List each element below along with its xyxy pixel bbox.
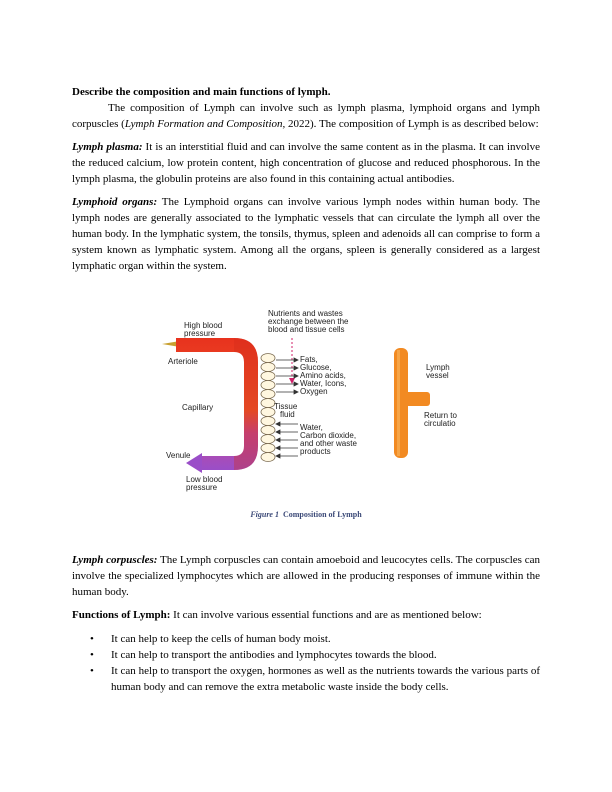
organs-paragraph [72,194,540,274]
intro-paragraph [72,100,540,132]
label-waste-1: Water, [300,423,323,432]
list-item [72,647,540,663]
organs-label: Lymphoid organs: [72,196,158,208]
label-low-bp-2: pressure [186,483,218,492]
functions-paragraph [72,607,540,623]
waste-arrows [276,422,298,458]
label-waste-2: Carbon dioxide, [300,431,357,440]
label-tissue-1: Tissue [274,402,298,411]
plasma-label: Lymph plasma: [72,141,143,153]
label-nutrient-3: Amino acids, [300,371,346,380]
intro-before: The composition of Lymph can involve such as lymph plasma, lymphoid organs and lymph corpuscles ( [72,102,540,130]
capillary-diagram [162,306,462,498]
functions-label: Functions of Lymph: [72,609,171,621]
capillary-vessel-shade [234,338,258,470]
label-lymph-1: Lymph [426,363,450,372]
bullet-icon: • [90,633,94,645]
corpuscles-paragraph [72,552,540,600]
label-exchange-1: Nutrients and wastes [268,309,343,318]
document-body [72,84,540,274]
label-nutrient-5: Oxygen [300,387,328,396]
label-return-1: Return to [424,411,457,420]
organs-text: The Lymphoid organs can involve various lymph nodes within human body. The lymph nodes are generally associated to the lymphatic vessels that can circulate the lymph all over the human body. In the lymphatic system, the tonsils, thymus, spleen and adenoids all can comprise to form a system known as lymphatic system. Among all the organs, spleen is generally considered as a largest lymphatic organ within the system. [72,196,540,272]
figure-caption [0,510,612,519]
bullet-icon: • [90,649,94,661]
list-item-text: It can help to keep the cells of human body moist. [111,633,331,645]
plasma-paragraph [72,139,540,187]
label-low-bp-1: Low blood [186,475,223,484]
label-arteriole: Arteriole [168,357,198,366]
intro-after: 2022). The composition of Lymph is as described below: [285,118,539,130]
label-return-2: circulatio [424,419,456,428]
label-exchange-2: exchange between the [268,317,349,326]
label-nutrient-4: Water, Icons, [300,379,347,388]
caption-number: Figure 1 [250,510,279,519]
functions-list [72,631,540,695]
label-waste-4: products [300,447,331,456]
label-capillary: Capillary [182,403,214,412]
plasma-text: It is an interstitial fluid and can involve the same content as in the plasma. It can involve the reduced calcium, low protein content, high concentration of glucose and reduced phosphorous. In the lymph plasma, the globulin proteins are also found in this containing actual antibodies. [72,141,540,185]
lymph-vessel-highlight [397,350,400,456]
section-heading: Describe the composition and main functions of lymph. [72,86,331,98]
lymph-composition-figure [162,306,462,498]
document-lower [72,552,540,695]
label-waste-3: and other waste [300,439,357,448]
list-item [72,631,540,647]
label-nutrient-1: Fats, [300,355,318,364]
label-high-bp-1: High blood [184,321,223,330]
label-exchange-3: blood and tissue cells [268,325,345,334]
label-high-bp-2: pressure [184,329,216,338]
corpuscles-label: Lymph corpuscles: [72,554,158,566]
caption-text: Composition of Lymph [282,510,362,519]
list-item-text: It can help to transport the oxygen, hormones as well as the nutrients towards the various parts of human body and can remove the extra metabolic waste inside the body cells. [111,665,540,693]
nutrient-arrows [276,358,298,394]
tissue-cells [261,354,275,462]
bullet-icon: • [90,665,94,677]
label-lymph-2: vessel [426,371,449,380]
label-venule: Venule [166,451,191,460]
corpuscles-text: The Lymph corpuscles can contain amoeboid and leucocytes cells. The corpuscles can involve the specialized lymphocytes which are allowed in the producing responses of immune within the human body. [72,554,540,598]
functions-text: It can involve various essential functions and are as mentioned below: [170,609,482,621]
label-nutrient-2: Glucose, [300,363,332,372]
list-item-text: It can help to transport the antibodies and lymphocytes towards the blood. [111,649,437,661]
list-item [72,663,540,695]
label-tissue-2: fluid [280,410,295,419]
intro-citation: Lymph Formation and Composition, [124,118,286,130]
